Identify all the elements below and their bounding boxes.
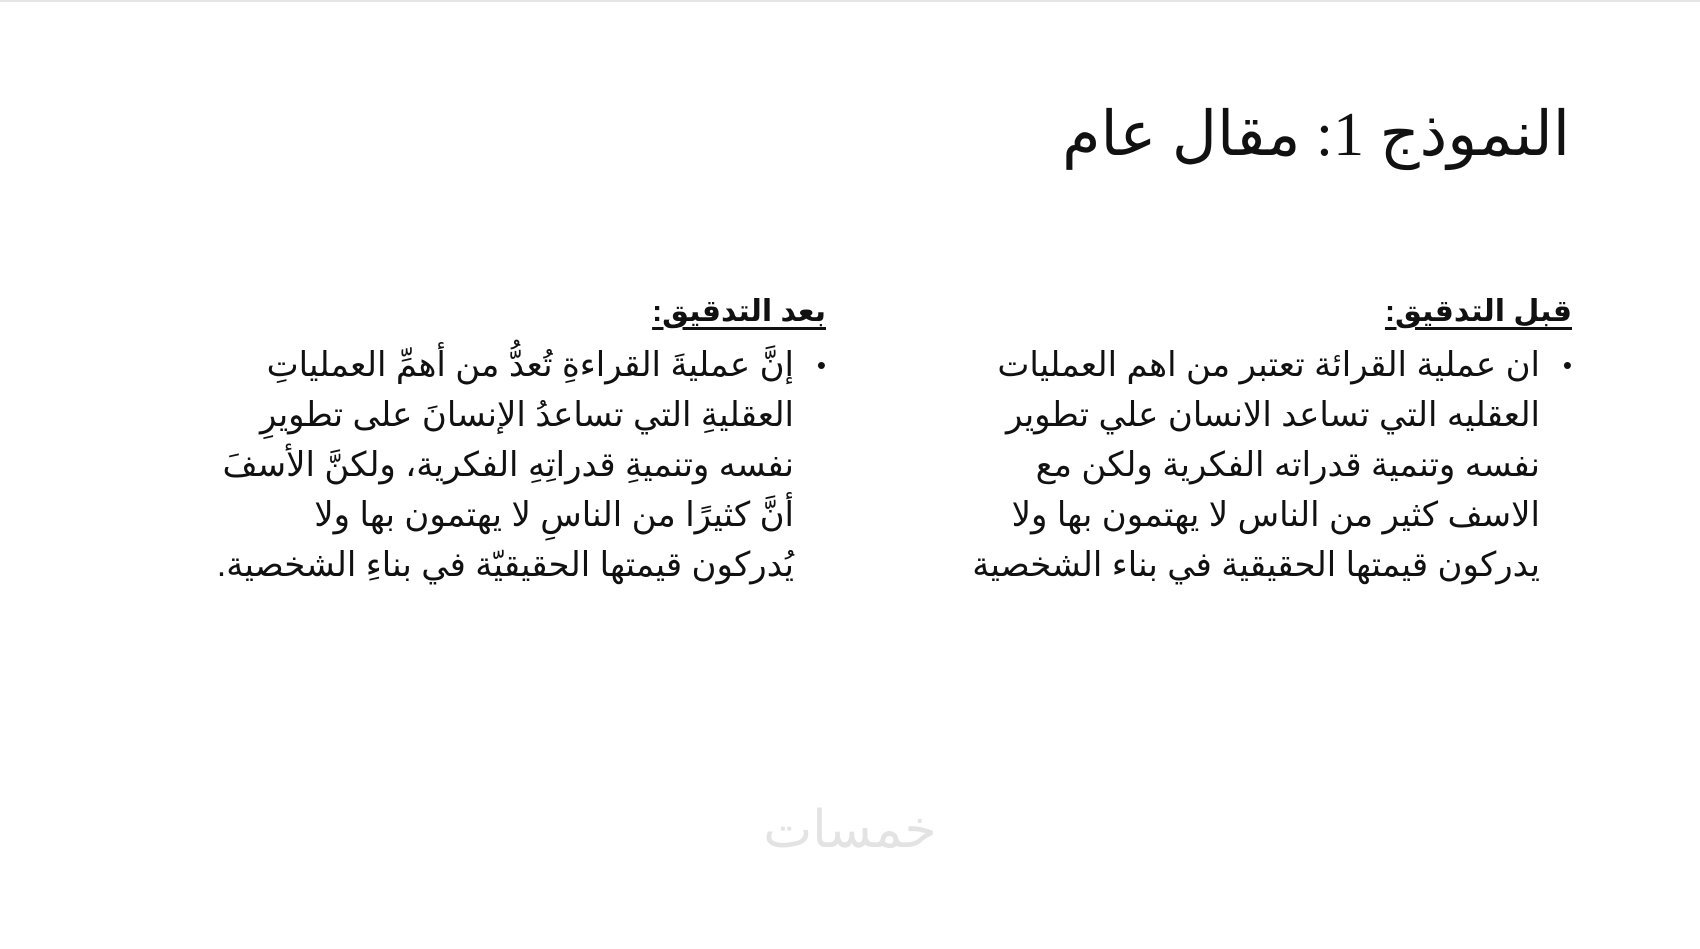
bullet-icon: • [816, 350, 826, 380]
top-border [0, 0, 1700, 2]
after-proofreading-section [96, 292, 826, 590]
before-proofreading-section [852, 292, 1572, 590]
before-heading: قبل التدقيق: [1384, 295, 1572, 328]
watermark-logo: خمسات [763, 800, 937, 860]
before-bullet-item [852, 340, 1572, 590]
page-title: النموذج 1: مقال عام [1062, 101, 1570, 169]
bullet-icon: • [1562, 350, 1572, 380]
after-heading: بعد التدقيق: [652, 295, 826, 328]
before-paragraph: ان عملية القرائة تعتبر من اهم العمليات العقليه التي تساعد الانسان علي تطوير نفسه وتنمية قدراته الفكرية ولكن مع الاسف كثير من الناس لا يهتمون بها ولا يدركون قيمتها الحقيقية في بناء الشخصية [972, 346, 1540, 584]
after-bullet-item [96, 340, 826, 590]
after-paragraph: إنَّ عمليةَ القراءةِ تُعدُّ من أهمِّ العملياتِ العقليةِ التي تساعدُ الإنسانَ على تطويرِ نفسه وتنميةِ قدراتِهِ الفكرية، ولكنَّ الأسفَ أنَّ كثيرًا من الناسِ لا يهتمون بها ولا يُدركون قيمتها الحقيقيّة في بناءِ الشخصية. [216, 346, 794, 584]
